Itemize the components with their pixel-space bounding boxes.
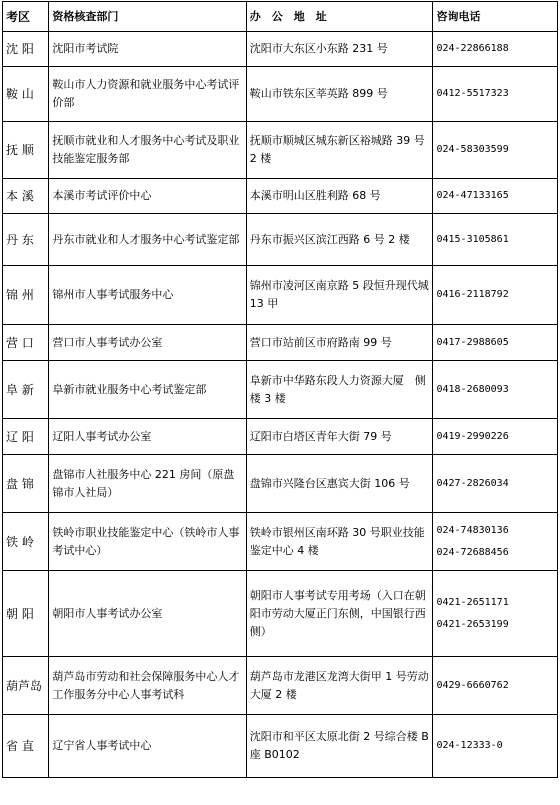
cell-dept: 丹东市就业和人才服务中心考试鉴定部 — [49, 214, 246, 266]
cell-phone — [433, 361, 558, 419]
phone-number: 024-58303599 — [436, 144, 509, 155]
phone-number: 0427-2826034 — [436, 477, 509, 489]
table-row — [3, 361, 558, 419]
cell-area: 抚 顺 — [3, 122, 49, 179]
cell-address: 营口市站前区市府路南 99 号 — [246, 325, 433, 361]
cell-area: 朝 阳 — [3, 571, 49, 657]
table-header-row — [3, 2, 558, 32]
table-row — [3, 455, 558, 513]
cell-dept: 辽阳人事考试办公室 — [49, 419, 246, 455]
table-row — [3, 266, 558, 325]
cell-phone — [433, 325, 558, 361]
phone-number: 024-12333-0 — [436, 740, 503, 751]
cell-area: 葫芦岛 — [3, 657, 49, 715]
table-row — [3, 32, 558, 67]
cell-phone — [433, 67, 558, 122]
phone-number: 024-72688456 — [436, 546, 509, 558]
cell-address: 铁岭市银州区南环路 30 号职业技能鉴定中心 4 楼 — [246, 513, 433, 571]
phone-number: 0421-2651171 — [436, 596, 509, 608]
cell-address: 朝阳市人事考试专用考场（入口在朝阳市劳动大厦正门东侧，中国银行西侧） — [246, 571, 433, 657]
cell-dept: 抚顺市就业和人才服务中心考试及职业技能鉴定服务部 — [49, 122, 246, 179]
cell-dept: 鞍山市人力资源和就业服务中心考试评价部 — [49, 67, 246, 122]
table-body — [3, 32, 558, 778]
cell-area: 丹 东 — [3, 214, 49, 266]
cell-address: 辽阳市白塔区青年大街 79 号 — [246, 419, 433, 455]
cell-area: 盘 锦 — [3, 455, 49, 513]
phone-number: 0418-2680093 — [436, 383, 509, 395]
table-row — [3, 325, 558, 361]
cell-area: 阜 新 — [3, 361, 49, 419]
exam-office-table — [2, 1, 558, 778]
table-row — [3, 657, 558, 715]
cell-address: 抚顺市顺城区城东新区裕城路 39 号 2 楼 — [246, 122, 433, 179]
cell-area: 辽 阳 — [3, 419, 49, 455]
cell-phone — [433, 419, 558, 455]
table-row — [3, 179, 558, 214]
cell-address: 本溪市明山区胜利路 68 号 — [246, 179, 433, 214]
phone-number: 0416-2118792 — [436, 289, 509, 300]
phone-number: 0417-2988605 — [436, 336, 509, 348]
cell-dept: 营口市人事考试办公室 — [49, 325, 246, 361]
cell-phone — [433, 657, 558, 715]
cell-address: 阜新市中华路东段人力资源大厦 侧楼 3 楼 — [246, 361, 433, 419]
cell-area: 营 口 — [3, 325, 49, 361]
table-row — [3, 513, 558, 571]
cell-phone — [433, 179, 558, 214]
cell-phone — [433, 455, 558, 513]
cell-dept: 葫芦岛市劳动和社会保障服务中心人才工作服务分中心人事考试科 — [49, 657, 246, 715]
cell-phone — [433, 571, 558, 657]
header-address: 办 公 地 址 — [246, 2, 433, 32]
cell-area: 锦 州 — [3, 266, 49, 325]
cell-dept: 沈阳市考试院 — [49, 32, 246, 67]
cell-address: 沈阳市大东区小东路 231 号 — [246, 32, 433, 67]
cell-dept: 辽宁省人事考试中心 — [49, 715, 246, 778]
phone-number: 0415-3105861 — [436, 233, 509, 245]
cell-address: 葫芦岛市龙港区龙湾大街甲 1 号劳动大厦 2 楼 — [246, 657, 433, 715]
header-area: 考区 — [3, 2, 49, 32]
cell-dept: 铁岭市职业技能鉴定中心（铁岭市人事考试中心） — [49, 513, 246, 571]
cell-address: 沈阳市和平区太原北街 2 号综合楼 B 座 B0102 — [246, 715, 433, 778]
cell-dept: 锦州市人事考试服务中心 — [49, 266, 246, 325]
cell-area: 省 直 — [3, 715, 49, 778]
cell-address: 盘锦市兴隆台区惠宾大街 106 号 — [246, 455, 433, 513]
cell-phone — [433, 122, 558, 179]
phone-number: 0412-5517323 — [436, 88, 509, 99]
phone-number: 024-74830136 — [436, 524, 509, 536]
cell-area: 铁 岭 — [3, 513, 49, 571]
cell-phone — [433, 214, 558, 266]
table-row — [3, 715, 558, 778]
phone-number: 024-47133165 — [436, 190, 509, 201]
cell-phone — [433, 513, 558, 571]
cell-area: 沈 阳 — [3, 32, 49, 67]
cell-address: 鞍山市铁东区莘英路 899 号 — [246, 67, 433, 122]
cell-area: 鞍 山 — [3, 67, 49, 122]
cell-dept: 朝阳市人事考试办公室 — [49, 571, 246, 657]
phone-number: 0429-6660762 — [436, 679, 509, 691]
table-row — [3, 571, 558, 657]
table-row — [3, 214, 558, 266]
table-row — [3, 122, 558, 179]
phone-number: 0421-2653199 — [436, 618, 509, 630]
phone-number: 024-22866188 — [436, 43, 509, 54]
cell-phone — [433, 266, 558, 325]
cell-address: 丹东市振兴区滨江西路 6 号 2 楼 — [246, 214, 433, 266]
cell-dept: 盘锦市人社服务中心 221 房间（原盘锦市人社局） — [49, 455, 246, 513]
cell-area: 本 溪 — [3, 179, 49, 214]
phone-number: 0419-2990226 — [436, 430, 509, 442]
cell-dept: 阜新市就业服务中心考试鉴定部 — [49, 361, 246, 419]
cell-address: 锦州市凌河区南京路 5 段恒升现代城 13 甲 — [246, 266, 433, 325]
table-row — [3, 419, 558, 455]
table-row — [3, 67, 558, 122]
cell-phone — [433, 32, 558, 67]
header-phone: 咨询电话 — [433, 2, 558, 32]
cell-phone — [433, 715, 558, 778]
cell-dept: 本溪市考试评价中心 — [49, 179, 246, 214]
header-dept: 资格核查部门 — [49, 2, 246, 32]
